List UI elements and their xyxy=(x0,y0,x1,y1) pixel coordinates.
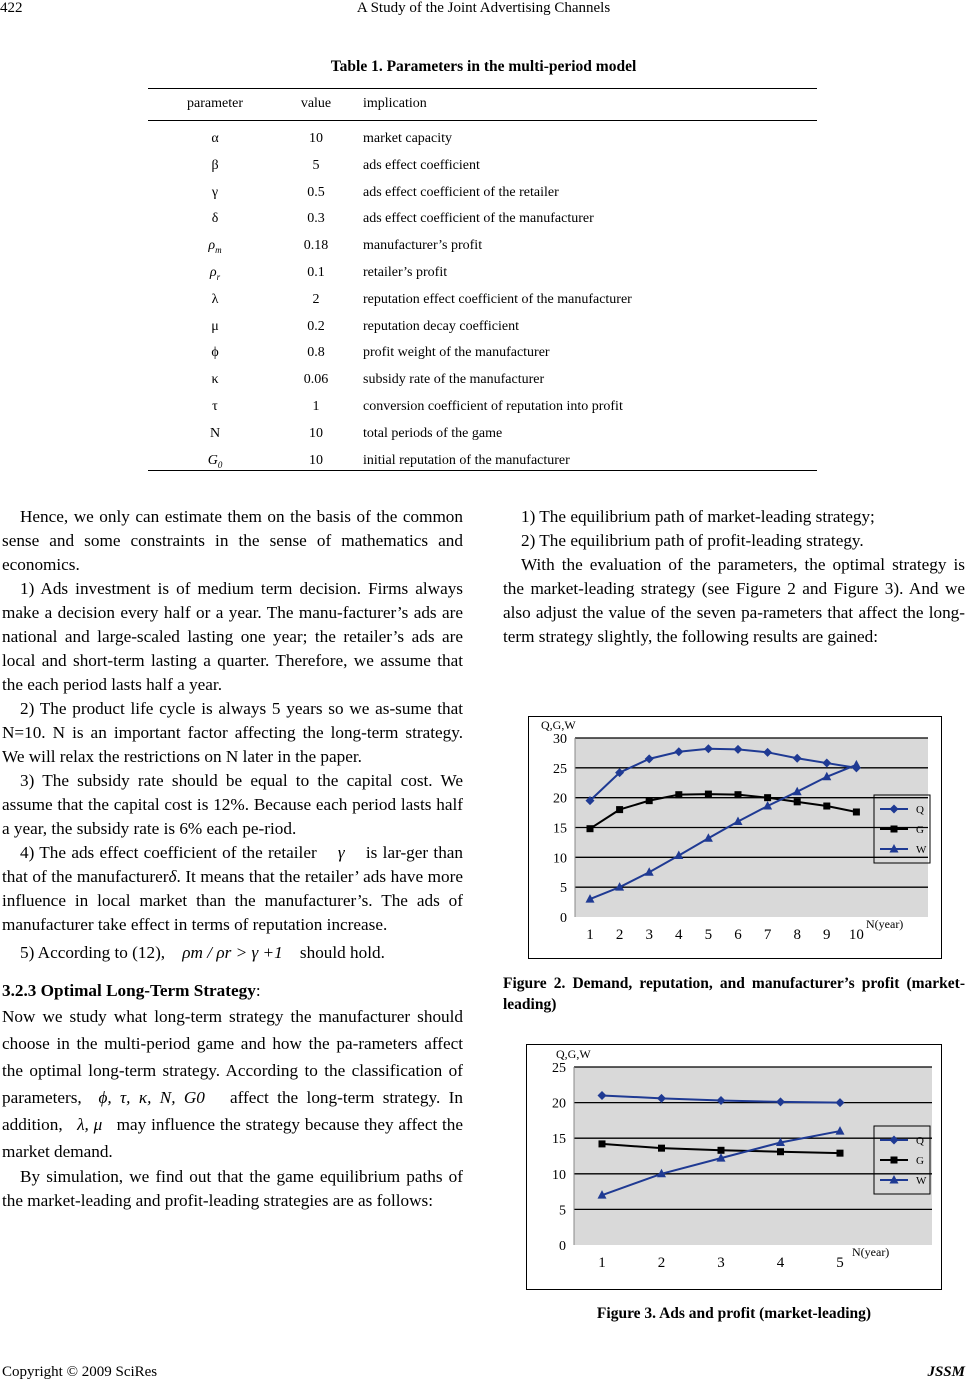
y-tick-label: 20 xyxy=(553,791,567,807)
legend-label: G xyxy=(916,1155,924,1167)
figure-3-chart xyxy=(526,1044,942,1290)
header-parameter: parameter xyxy=(187,96,243,111)
footer-copyright: Copyright © 2009 SciRes xyxy=(2,1364,158,1380)
table-caption: Table 1. Parameters in the multi-period model xyxy=(330,58,637,75)
data-point-g xyxy=(837,1150,844,1157)
cell-parameter xyxy=(148,313,282,340)
parameter-symbol: ϕ xyxy=(211,345,219,361)
parameter-subscript: m xyxy=(215,245,222,256)
parameter-symbol: ρ xyxy=(208,238,216,254)
table-row xyxy=(148,179,817,206)
legend-label: W xyxy=(916,1175,927,1187)
paragraph: With the evaluation of the parameters, the optimal strategy is the market-leading strategy (see Figure 2 and Figure 3). And we also adjust the value of the seven pa-rameters that affect the long-term strategy slightly, the following results are gained: xyxy=(503,555,965,646)
cell-parameter xyxy=(148,393,282,420)
x-tick-label: 2 xyxy=(615,927,624,943)
data-point-g xyxy=(646,797,653,804)
x-tick-label: 9 xyxy=(823,927,831,943)
text-span: Now we study what long-term strategy the manufacturer should choose in the multi-period game and how the pa-rameters affect the optimal long-term strategy. According to the classification of parameters, xyxy=(2,1007,463,1107)
parameter-table xyxy=(148,88,817,472)
table-row xyxy=(148,366,817,393)
x-tick-label: 8 xyxy=(793,927,801,943)
parameter-symbol: τ xyxy=(212,399,218,414)
cell-implication: initial reputation of the manufacturer xyxy=(363,452,570,468)
table-row xyxy=(148,232,817,259)
x-tick-label: 1 xyxy=(598,1255,606,1271)
text-span: may influence the strategy because they affect the market demand. xyxy=(2,1115,464,1161)
x-axis-label: N(year) xyxy=(866,917,904,931)
cell-value: 0.5 xyxy=(307,184,325,200)
figure-3 xyxy=(526,1044,942,1290)
legend-label: Q xyxy=(916,1135,924,1147)
data-point-g xyxy=(777,1148,784,1155)
cell-value: 0.06 xyxy=(303,372,329,388)
table-row xyxy=(148,152,817,179)
data-point-g xyxy=(587,825,594,832)
cell-parameter xyxy=(148,339,282,366)
cell-implication: reputation decay coefficient xyxy=(363,318,519,334)
cell-implication: manufacturer’s profit xyxy=(363,238,483,254)
data-point-g xyxy=(823,803,830,810)
x-tick-label: 6 xyxy=(734,927,742,943)
rho-ratio-formula: ρm / ρr > γ +1 xyxy=(182,943,283,962)
x-axis-label: N(year) xyxy=(852,1245,890,1259)
paragraph-params xyxy=(2,1003,463,1165)
cell-parameter xyxy=(148,125,282,152)
cell-value: 10 xyxy=(309,452,323,468)
page-number: 422 xyxy=(0,0,23,16)
text-span: is lar-ger than that of the manufacturer xyxy=(2,843,464,886)
paragraph: By simulation, we find out that the game equilibrium paths of the market-leading and profit-leading strategies are as follows: xyxy=(2,1167,463,1210)
cell-parameter xyxy=(148,286,282,313)
params-list: ϕ, τ, κ, N, G0 xyxy=(98,1088,205,1107)
cell-implication: subsidy rate of the manufacturer xyxy=(363,372,545,388)
table-row xyxy=(148,420,817,447)
y-tick-label: 30 xyxy=(553,732,567,747)
data-point-g xyxy=(794,798,801,805)
parameter-symbol: μ xyxy=(211,318,219,334)
text-span: : xyxy=(255,981,261,1000)
table-row xyxy=(148,205,817,232)
cell-value: 0.2 xyxy=(307,318,325,334)
parameter-symbol: G xyxy=(207,452,218,468)
footer-journal: JSSM xyxy=(927,1364,965,1380)
paragraph: 3) The subsidy rate should be equal to the capital cost. We assume that the capital cost is 12%. Because each period lasts half a year, the subsidy rate is 6% each pe-riod. xyxy=(2,771,463,838)
paragraph-gamma-delta xyxy=(2,841,463,937)
data-point-g xyxy=(675,791,682,798)
cell-parameter xyxy=(148,366,282,393)
data-point-g xyxy=(705,791,712,798)
parameter-symbol: κ xyxy=(211,372,219,388)
cell-value: 0.3 xyxy=(307,211,325,227)
cell-value: 0.18 xyxy=(303,238,329,254)
cell-implication: profit weight of the manufacturer xyxy=(363,345,550,361)
header-implication: implication xyxy=(363,96,427,111)
y-axis-label: Q,G,W xyxy=(541,718,576,732)
x-tick-label: 4 xyxy=(776,1255,785,1271)
legend-label: W xyxy=(916,844,927,856)
table-bottom-rule xyxy=(148,470,817,471)
data-point-g xyxy=(735,791,742,798)
data-point-g xyxy=(616,806,623,813)
parameter-symbol: ρ xyxy=(209,265,217,280)
plot-area xyxy=(574,1067,932,1245)
parameter-subscript: 0 xyxy=(217,459,223,470)
figure-2 xyxy=(528,716,942,959)
x-tick-label: 3 xyxy=(645,927,653,943)
text-span: 5) According to (12), xyxy=(20,943,166,962)
y-tick-label: 5 xyxy=(559,1203,566,1219)
x-tick-label: 10 xyxy=(848,927,864,943)
parameter-symbol: α xyxy=(211,131,219,146)
left-column xyxy=(2,505,463,1213)
y-tick-label: 20 xyxy=(552,1096,566,1112)
cell-parameter xyxy=(148,259,282,287)
paragraph: 2) The equilibrium path of profit-leading strategy. xyxy=(521,531,864,550)
cell-parameter xyxy=(148,179,282,206)
cell-value: 10 xyxy=(309,425,323,441)
cell-value: 10 xyxy=(309,131,323,146)
paragraph: Hence, we only can estimate them on the basis of the common sense and some constraints in the sense of mathematics and economics. xyxy=(2,507,463,574)
running-title: A Study of the Joint Advertising Channels xyxy=(356,0,611,16)
table-row xyxy=(148,125,817,152)
table-row xyxy=(148,393,817,420)
paragraph: 2) The product life cycle is always 5 years so we as-sume that N=10. N is an important factor affecting the long-term strategy. We will relax the restrictions on N later in the paper. xyxy=(2,699,463,766)
cell-parameter xyxy=(148,232,282,260)
y-tick-label: 10 xyxy=(553,851,567,867)
cell-value: 0.1 xyxy=(307,265,325,280)
cell-implication: ads effect coefficient of the manufacturer xyxy=(363,211,594,227)
cell-implication: reputation effect coefficient of the manufacturer xyxy=(363,291,632,307)
gamma-symbol: γ xyxy=(337,843,345,862)
cell-value: 2 xyxy=(312,291,320,307)
cell-implication: conversion coefficient of reputation into profit xyxy=(363,399,623,414)
cell-value: 5 xyxy=(312,157,320,173)
figure-3-caption: Figure 3. Ads and profit (market-leading) xyxy=(596,1305,872,1322)
cell-implication: retailer’s profit xyxy=(363,265,448,280)
table-header-rule xyxy=(148,120,817,121)
section-heading: 3.2.3 Optimal Long-Term Strategy xyxy=(2,981,256,1000)
x-tick-label: 2 xyxy=(657,1255,666,1271)
y-tick-label: 10 xyxy=(552,1167,566,1183)
y-tick-label: 25 xyxy=(553,761,567,777)
table-row xyxy=(148,259,817,286)
parameter-symbol: N xyxy=(209,425,221,441)
y-tick-label: 15 xyxy=(552,1132,566,1148)
cell-implication: market capacity xyxy=(363,131,453,146)
table-row xyxy=(148,339,817,366)
parameter-symbol: γ xyxy=(211,184,219,200)
x-tick-label: 7 xyxy=(763,927,772,943)
text-span: . It means that the retailer’ ads have more influence in local market than the manufacturer’s. The ads of manufacturer take effect in terms of reputation increase. xyxy=(2,867,464,934)
y-tick-label: 15 xyxy=(553,821,567,837)
legend-marker xyxy=(891,1157,898,1164)
x-tick-label: 1 xyxy=(586,927,594,943)
parameter-symbol: β xyxy=(211,157,219,173)
data-point-g xyxy=(658,1145,665,1152)
legend-label: G xyxy=(916,824,924,836)
x-tick-label: 5 xyxy=(704,927,713,943)
parameter-symbol: λ xyxy=(211,291,219,307)
header-value: value xyxy=(300,96,332,111)
table-row xyxy=(148,286,817,313)
table-header-row xyxy=(148,88,817,120)
y-tick-label: 25 xyxy=(552,1061,566,1076)
cell-parameter xyxy=(148,420,282,447)
data-point-g xyxy=(764,794,771,801)
data-point-g xyxy=(599,1140,606,1147)
right-column xyxy=(503,505,965,649)
cell-value: 0.8 xyxy=(307,345,325,361)
params-list-2: λ, μ xyxy=(77,1115,103,1134)
section-heading-line xyxy=(2,979,463,1003)
data-point-g xyxy=(718,1147,725,1154)
cell-implication: ads effect coefficient xyxy=(363,157,480,173)
cell-implication: total periods of the game xyxy=(363,425,503,441)
legend-label: Q xyxy=(916,804,924,816)
figure-2-caption: Figure 2. Demand, reputation, and manufacturer’s profit (market-leading) xyxy=(503,975,965,1013)
parameter-subscript: r xyxy=(216,272,221,282)
y-tick-label: 0 xyxy=(559,1239,566,1254)
paragraph: 1) Ads investment is of medium term decision. Firms always make a decision every half or a year. The manu-facturer’s ads are national and large-scaled lasting one year; the retailer’s ads are local and short-term lasting a quarter. Therefore, we assume that the each period lasts half a year. xyxy=(2,579,463,694)
table-row xyxy=(148,313,817,340)
text-span: affect the long-term strategy. In addition, xyxy=(2,1088,463,1134)
figure-2-chart xyxy=(528,716,942,959)
y-axis-label: Q,G,W xyxy=(556,1047,591,1061)
paragraph: 1) The equilibrium path of market-leading strategy; xyxy=(521,507,875,526)
legend-marker xyxy=(891,826,898,833)
paragraph-formula xyxy=(2,941,463,965)
cell-implication: ads effect coefficient of the retailer xyxy=(363,184,559,200)
cell-parameter xyxy=(148,152,282,179)
x-tick-label: 3 xyxy=(717,1255,725,1271)
data-point-g xyxy=(853,808,860,815)
cell-parameter xyxy=(148,205,282,232)
delta-symbol: δ xyxy=(168,867,177,886)
parameter-symbol: δ xyxy=(211,211,219,227)
cell-value: 1 xyxy=(312,399,320,414)
x-tick-label: 4 xyxy=(675,927,683,943)
text-span: should hold. xyxy=(299,943,385,962)
text-span: 4) The ads effect coefficient of the retailer xyxy=(20,843,317,862)
x-tick-label: 5 xyxy=(836,1255,844,1271)
y-tick-label: 0 xyxy=(560,911,567,926)
y-tick-label: 5 xyxy=(560,881,567,897)
